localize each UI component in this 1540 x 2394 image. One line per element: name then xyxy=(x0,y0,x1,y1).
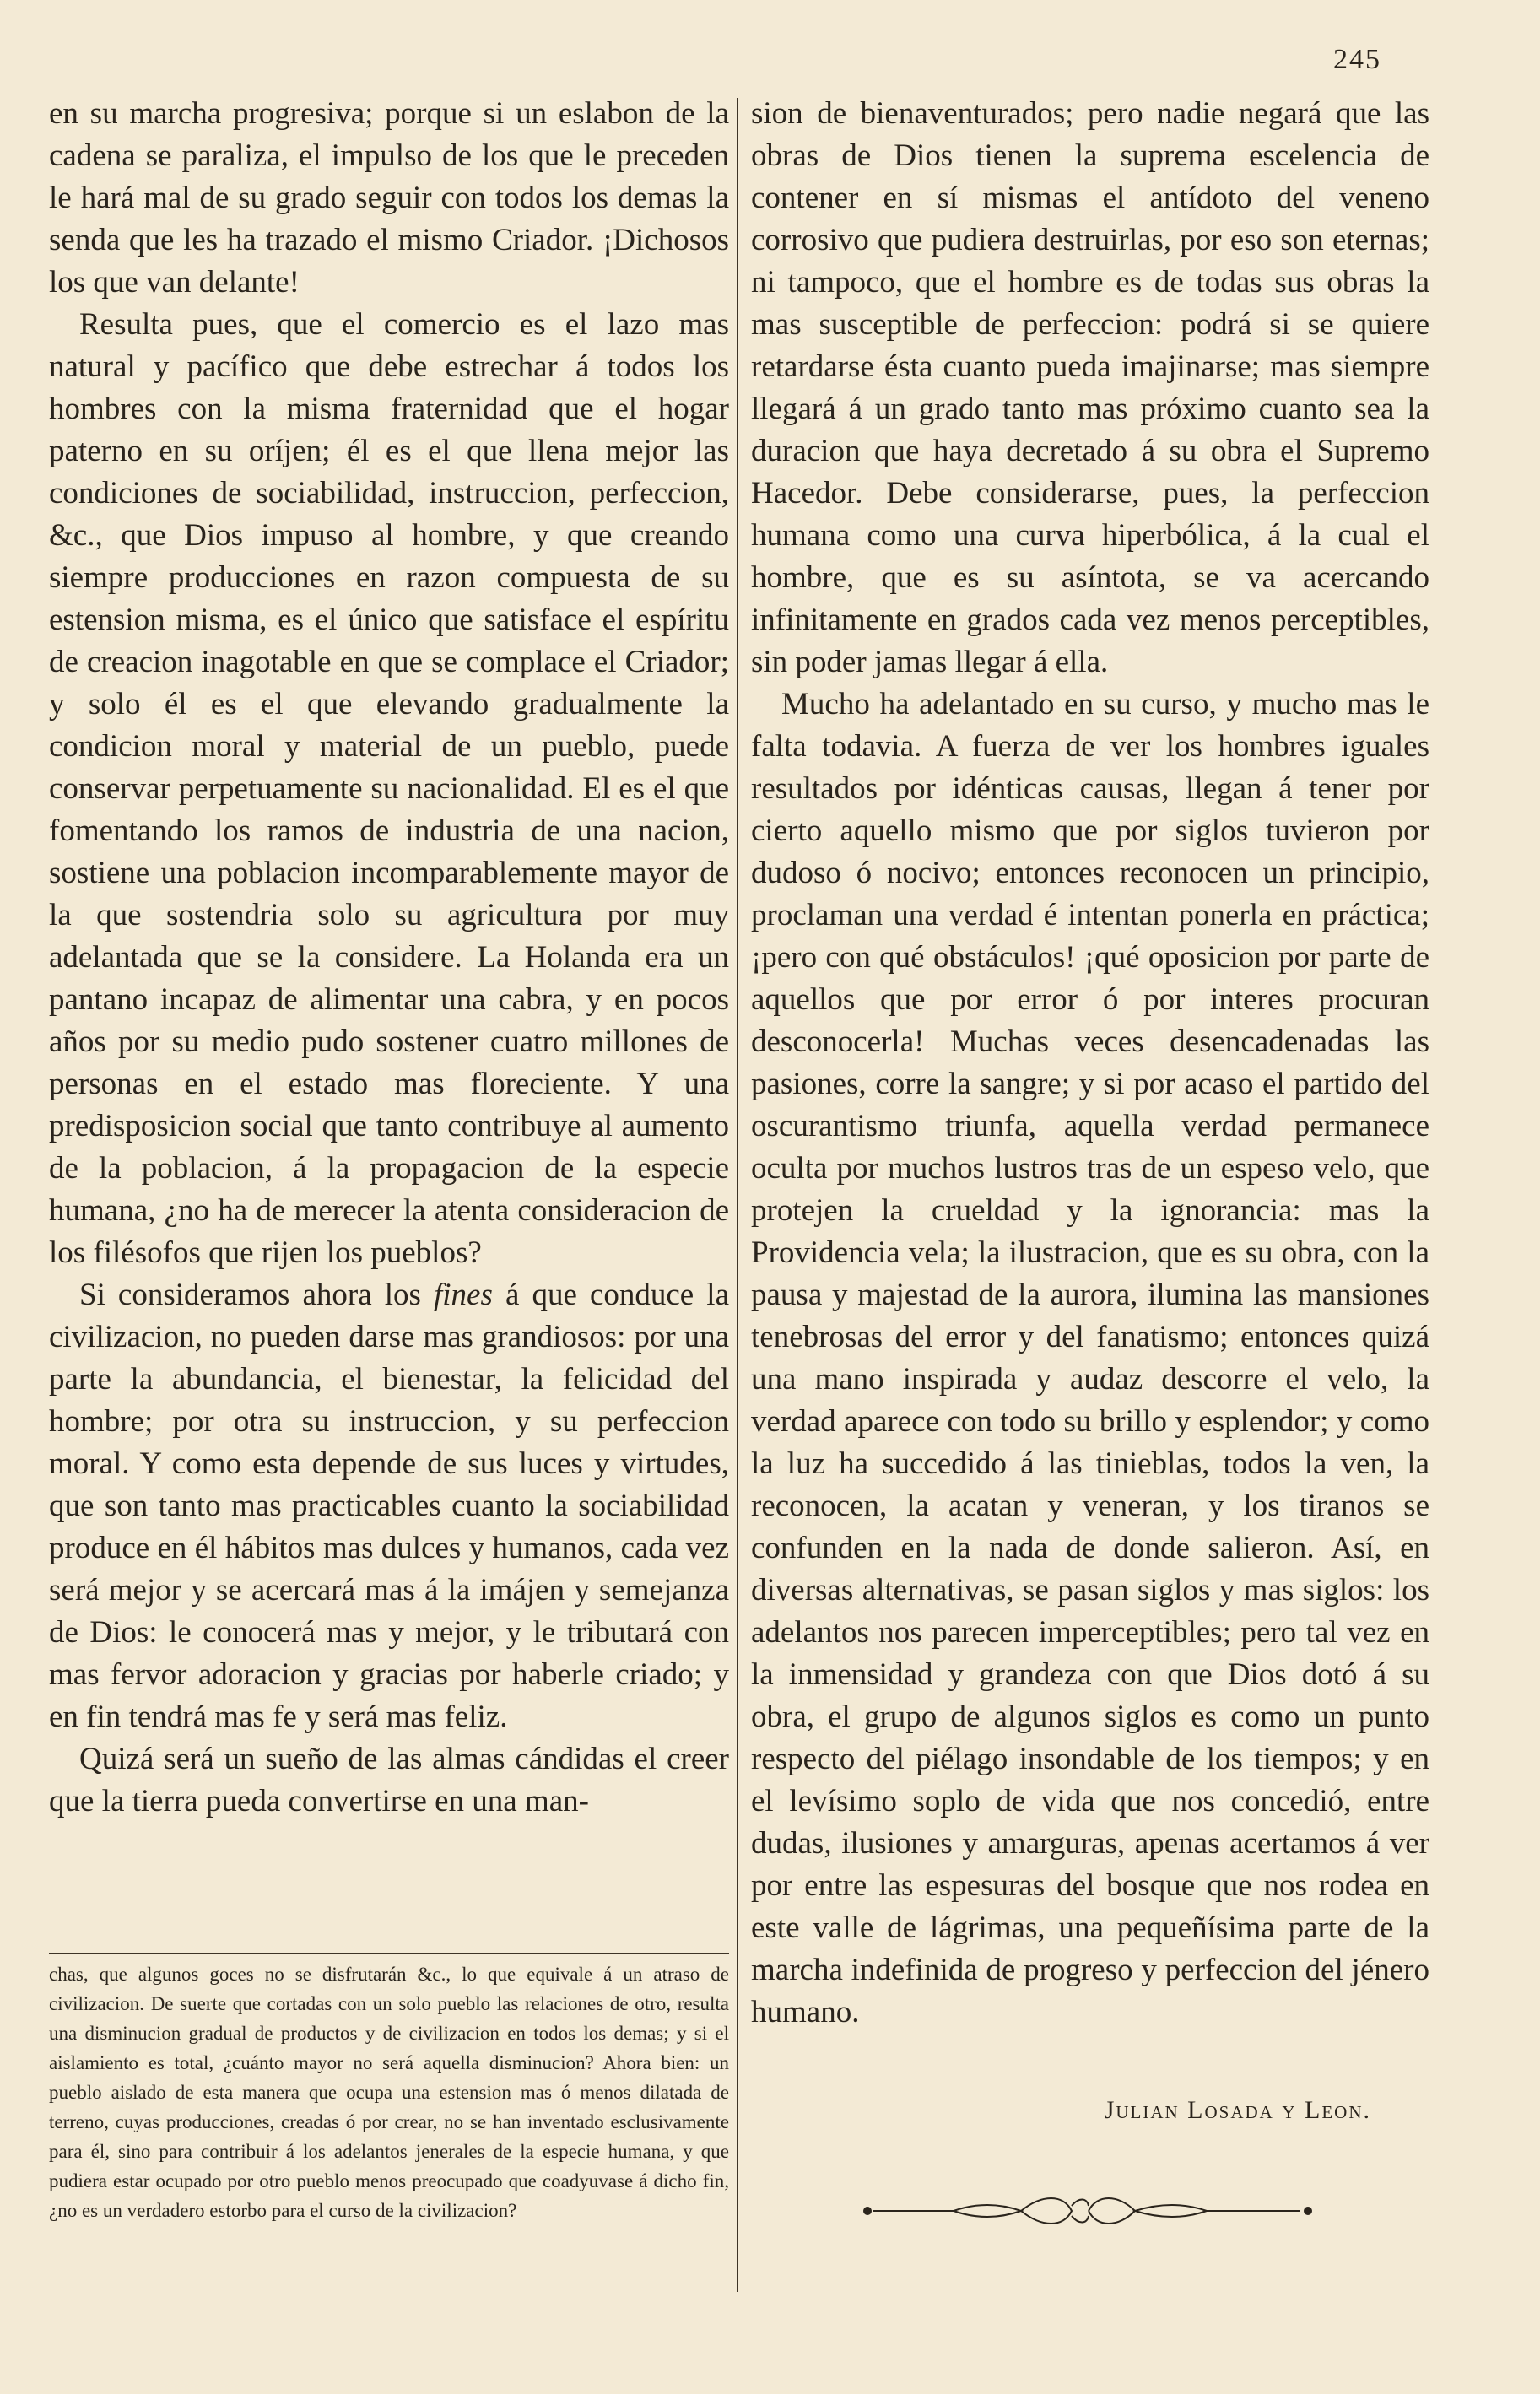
page-number: 245 xyxy=(1333,44,1381,75)
decorative-ornament xyxy=(861,2194,1316,2228)
paragraph: Mucho ha adelantado en su curso, y mucho mas le falta todavia. A fuerza de ver los hombres iguales resultados por idénticas causas, llegan á tener por cierto aquello mismo que por siglos tuvieron por dudoso ó nocivo; entonces reconocen un principio, proclaman una verdad é intentan ponerla en práctica; ¡pero con qué obstáculos! ¡qué oposicion por parte de aquellos que por error ó por interes procuran desconocerla! Muchas veces desencadenadas las pasiones, corre la sangre; y si por acaso el partido del oscurantismo triunfa, aquella verdad permanece oculta por muchos lustros tras de un espeso velo, que protejen la crueldad y la ignorancia: mas la Providencia vela; la ilustracion, que es su obra, con la pausa y majestad de la aurora, ilumina las mansiones tenebrosas del error y del fanatismo; entonces quizá una mano inspirada y audaz descorre el velo, la verdad aparece con todo su brillo y esplendor; y como la luz ha succedido á las tinieblas, todos la ven, la reconocen, la acatan y veneran, y los tiranos se confunden en la nada de donde salieron. Así, en diversas alternativas, se pasan siglos y mas siglos: los adelantos nos parecen imperceptibles; pero tal vez en la inmensidad y grandeza con que Dios dotó á su obra, el grupo de algunos siglos es como un punto respecto del piélago insondable de los tiempos; y en el levísimo soplo de vida que nos concedió, entre dudas, ilusiones y amarguras, apenas acertamos á ver por entre las espesuras del bosque que nos rodea en este valle de lágrimas, una pequeñísima parte de la marcha indefinida de progreso y perfeccion del jénero humano. xyxy=(751,687,1429,2029)
footnote-divider xyxy=(49,1953,729,1954)
paragraph: en su marcha progresiva; porque si un eslabon de la cadena se paraliza, el impulso de los que le preceden le hará mal de su grado seguir con todos los demas la senda que les ha trazado el mismo Criador. ¡Dichosos los que van delante! xyxy=(49,96,729,300)
author-signature: Julian Losada y Leon. xyxy=(1104,2096,1371,2124)
footnote: chas, que algunos goces no se disfrutarán &c., lo que equivale á un atraso de civilizacion. De suerte que cortadas con un solo pueblo las relaciones de otro, resulta una disminucion gradual de productos y de civilizacion en todos los demas; y si el aislamiento es total, ¿cuánto mayor no será aquella disminucion? Ahora bien: un pueblo aislado de esta manera que ocupa una estension mas ó menos dilatada de terreno, cuyas producciones, creadas ó por crear, no se han inventado esclusivamente para él, sino para contribuir á los adelantos jenerales de la especie humana, y que pudiera estar ocupado por otro pueblo menos preocupado que coadyuvase á dicho fin, ¿no es un verdadero estorbo para el curso de la civilizacion? xyxy=(49,1964,729,2221)
paragraph: sion de bienaventurados; pero nadie negará que las obras de Dios tienen la suprema escelencia de contener en sí mismas el antídoto del veneno corrosivo que pudiera destruirlas, por eso son eternas; ni tampoco, que el hombre es de todas sus obras la mas susceptible de perfeccion: podrá si se quiere retardarse ésta cuanto pueda imajinarse; mas siempre llegará á un grado tanto mas próximo cuanto sea la duracion que haya decretado á su obra el Supremo Hacedor. Debe considerarse, pues, la perfeccion humana como una curva hiperbólica, á la cual el hombre, que es su asíntota, se va acercando infinitamente en grados cada vez menos perceptibles, sin poder jamas llegar á ella. xyxy=(751,96,1429,679)
column-divider xyxy=(737,98,738,2292)
paragraph: Quizá será un sueño de las almas cándidas el creer que la tierra pueda convertirse en una man- xyxy=(49,1742,729,1818)
text-run: Si consideramos ahora los xyxy=(79,1278,434,1312)
right-column xyxy=(751,93,1429,2034)
left-column xyxy=(49,93,729,1823)
emphasis: fines xyxy=(433,1278,493,1312)
paragraph: Resulta pues, que el comercio es el lazo mas natural y pacífico que debe estrechar á todos los hombres con la misma fraternidad que el hogar paterno en su oríjen; él es el que llena mejor las condiciones de sociabilidad, instruccion, perfeccion, &c., que Dios impuso al hombre, y que creando siempre producciones en razon compuesta de su estension misma, es el único que satisface el espíritu de creacion inagotable en que se complace el Criador; y solo él es el que elevando gradualmente la condicion moral y material de un pueblo, puede conservar perpetuamente su nacionalidad. El es el que fomentando los ramos de industria de una nacion, sostiene una poblacion incomparablemente mayor de la que sostendria solo su agricultura por muy adelantada que se la considere. La Holanda era un pantano incapaz de alimentar una cabra, y en pocos años por su medio pudo sostener cuatro millones de personas en el estado mas floreciente. Y una predisposicion social que tanto contribuye al aumento de la poblacion, á la propagacion de la especie humana, ¿no ha de merecer la atenta consideracion de los filésofos que rijen los pueblos? xyxy=(49,307,729,1270)
text-run: á que conduce la civilizacion, no pueden darse mas grandiosos: por una parte la abundancia, el bienestar, la felicidad del hombre; por otra su instruccion, y su perfeccion moral. Y como esta depende de sus luces y virtudes, que son tanto mas practicables cuanto la sociabilidad produce en él hábitos mas dulces y humanos, cada vez será mejor y se acercará mas á la imájen y semejanza de Dios: le conocerá mas y mejor, y le tributará con mas fervor adoracion y gracias por haberle criado; y en fin tendrá mas fe y será mas feliz. xyxy=(49,1278,729,1734)
paragraph xyxy=(49,1274,729,1738)
